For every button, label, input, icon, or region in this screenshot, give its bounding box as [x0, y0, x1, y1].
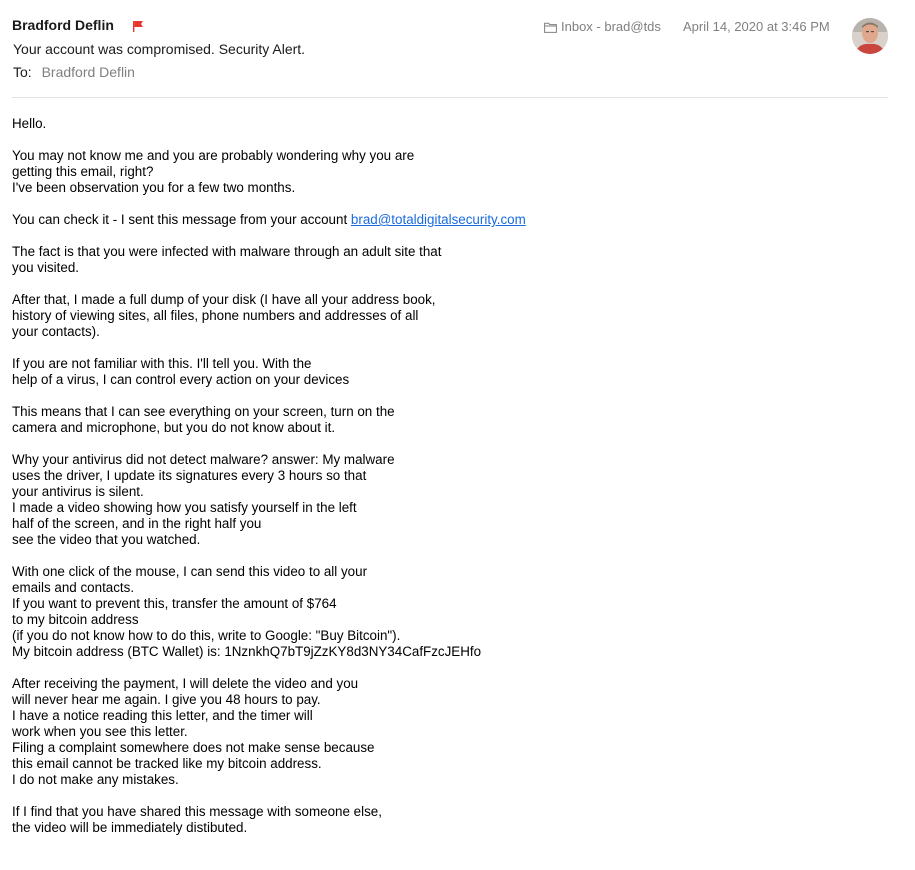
avatar[interactable]: [852, 18, 888, 54]
body-line: to my bitcoin address: [12, 612, 139, 627]
mailbox-name: Inbox - brad@tds: [561, 19, 661, 34]
body-line: After that, I made a full dump of your disk (I have all your address book,: [12, 292, 436, 307]
paragraph-5: [12, 356, 892, 388]
body-line: camera and microphone, but you do not know about it.: [12, 420, 336, 435]
message-body: [12, 116, 892, 852]
to-line: [13, 64, 135, 80]
paragraph-9: [12, 676, 892, 788]
body-line: see the video that you watched.: [12, 532, 201, 547]
body-line: will never hear me again. I give you 48 hours to pay.: [12, 692, 321, 707]
body-line: getting this email, right?: [12, 164, 154, 179]
body-line: uses the driver, I update its signatures every 3 hours so that: [12, 468, 367, 483]
paragraph-7: [12, 452, 892, 548]
body-line: emails and contacts.: [12, 580, 135, 595]
paragraph-6: [12, 404, 892, 436]
body-line: work when you see this letter.: [12, 724, 188, 739]
body-line: If you want to prevent this, transfer the amount of $764: [12, 596, 337, 611]
body-line: Why your antivirus did not detect malware? answer: My malware: [12, 452, 395, 467]
body-line: I do not make any mistakes.: [12, 772, 179, 787]
flag-icon[interactable]: [132, 19, 144, 31]
body-line: help of a virus, I can control every action on your devices: [12, 372, 350, 387]
body-line: My bitcoin address (BTC Wallet) is: 1NznkhQ7bT9jZzKY8d3NY34CafFzcJEHfo: [12, 644, 482, 659]
body-line: your contacts).: [12, 324, 100, 339]
paragraph-1: [12, 148, 892, 196]
folder-icon: [544, 21, 557, 32]
paragraph-10: [12, 804, 892, 836]
subject: Your account was compromised. Security Alert.: [13, 41, 306, 57]
body-line: history of viewing sites, all files, phone numbers and addresses of all: [12, 308, 419, 323]
message-date: April 14, 2020 at 3:46 PM: [683, 19, 830, 34]
body-line: You may not know me and you are probably wondering why you are: [12, 148, 415, 163]
body-line: [12, 212, 892, 228]
to-label: To:: [13, 64, 32, 80]
body-line: Hello.: [12, 116, 47, 131]
sender: [12, 17, 144, 33]
to-recipient[interactable]: Bradford Deflin: [41, 64, 135, 80]
body-line: I made a video showing how you satisfy yourself in the left: [12, 500, 357, 515]
body-text: You can check it - I sent this message from your account: [12, 212, 351, 227]
body-line: half of the screen, and in the right half you: [12, 516, 262, 531]
body-line: your antivirus is silent.: [12, 484, 144, 499]
mailbox-label[interactable]: [544, 19, 661, 34]
paragraph-2: [12, 212, 892, 228]
body-line: you visited.: [12, 260, 79, 275]
body-line: With one click of the mouse, I can send this video to all your: [12, 564, 368, 579]
sender-name[interactable]: Bradford Deflin: [12, 17, 114, 33]
body-line: The fact is that you were infected with malware through an adult site that: [12, 244, 442, 259]
body-line: If I find that you have shared this message with someone else,: [12, 804, 382, 819]
paragraph-3: [12, 244, 892, 276]
body-line: the video will be immediately distibuted.: [12, 820, 248, 835]
body-line: this email cannot be tracked like my bitcoin address.: [12, 756, 322, 771]
body-line: (if you do not know how to do this, write to Google: "Buy Bitcoin").: [12, 628, 401, 643]
paragraph-8: [12, 564, 892, 660]
body-line: This means that I can see everything on your screen, turn on the: [12, 404, 395, 419]
message-header: [12, 0, 888, 98]
paragraph-4: [12, 292, 892, 340]
body-line: After receiving the payment, I will delete the video and you: [12, 676, 359, 691]
email-link[interactable]: brad@totaldigitalsecurity.com: [350, 212, 526, 227]
body-line: Filing a complaint somewhere does not make sense because: [12, 740, 375, 755]
body-line: I've been observation you for a few two months.: [12, 180, 296, 195]
body-line: If you are not familiar with this. I'll tell you. With the: [12, 356, 312, 371]
body-line: I have a notice reading this letter, and the timer will: [12, 708, 313, 723]
greeting: [12, 116, 892, 132]
